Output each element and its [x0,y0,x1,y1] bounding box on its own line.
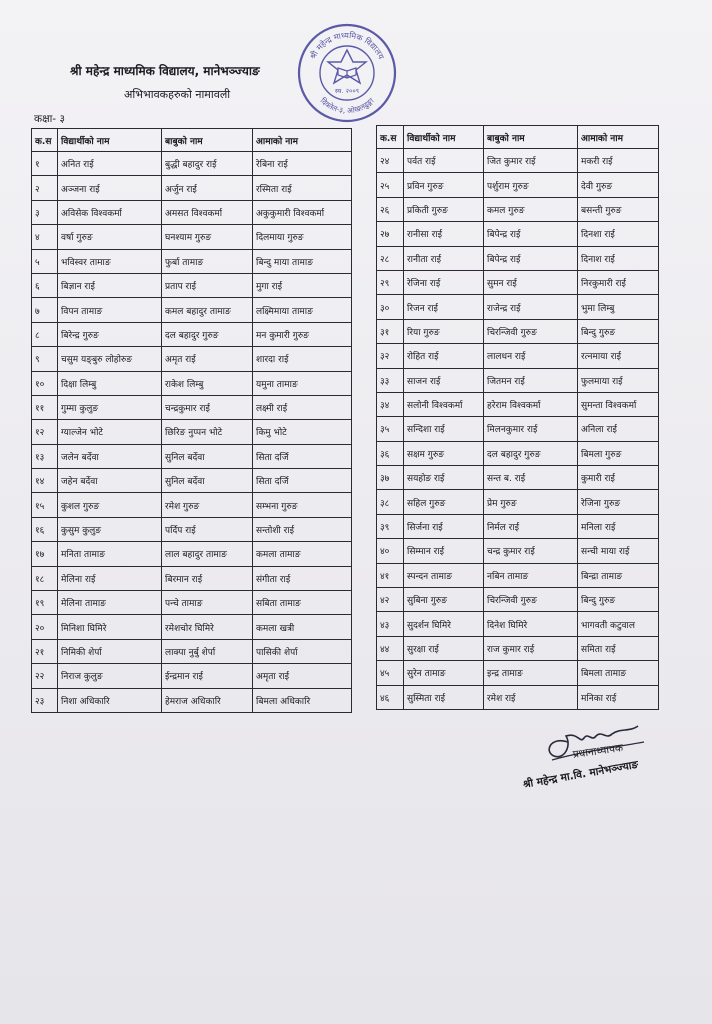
cell-father-name: अमृत राई [162,347,253,371]
table-row [32,322,352,346]
cell-student-name: रिया गुरुङ [404,319,484,343]
cell-student-name: चसुम यङ्बुरु लोहोरुङ [58,347,162,371]
cell-student-name: भविस्वर तामाङ [58,249,162,273]
cell-mother-name: शारदा राई [253,347,352,371]
cell-mother-name: यमुना तामाङ [253,371,352,395]
cell-mother-name: दिलमाया गुरुङ [253,225,352,249]
cell-mother-name: मनिका राई [578,685,659,709]
cell-father-name: दल बहादुर गुरुङ [162,322,253,346]
table-row [377,636,659,660]
table-row [377,368,659,392]
school-seal-stamp [296,22,398,124]
cell-mother-name: बिमला अधिकारि [253,688,352,712]
table-row [32,542,352,566]
cell-mother-name: दिनाश राई [578,246,659,270]
table-row [377,344,659,368]
table-row [377,319,659,343]
cell-student-name: मेलिना तामाङ [58,591,162,615]
cell-sn: १८ [32,566,58,590]
table-row [377,222,659,246]
cell-sn: ६ [32,273,58,297]
table-row [32,298,352,322]
class-label: कक्षा- ३ [34,113,65,125]
cell-sn: ४३ [377,612,404,636]
signature-school: श्री महेन्द्र मा.वि. मानेभञ्ज्याङ [522,758,640,791]
seal-text-bottom: दिक्तेल-३, ओखलढुङ्गा [318,96,376,116]
guardian-table-left [31,128,352,713]
table-row [32,444,352,468]
cell-sn: १० [32,371,58,395]
table-row [32,664,352,688]
table-row [377,149,659,173]
cell-father-name: ईन्द्रमान राई [162,664,253,688]
cell-student-name: सुरेन तामाङ [404,661,484,685]
cell-mother-name: सुमन्ता विश्वकर्मा [578,392,659,416]
cell-father-name: हेमराज अधिकारि [162,688,253,712]
table-row [377,490,659,514]
cell-mother-name: समिता राई [578,636,659,660]
cell-sn: ३० [377,295,404,319]
cell-father-name: राज कुमार राई [484,636,578,660]
cell-sn: ४० [377,539,404,563]
cell-sn: ३६ [377,441,404,465]
cell-sn: ३७ [377,466,404,490]
cell-student-name: सुस्मिता राई [404,685,484,709]
cell-sn: ३९ [377,514,404,538]
cell-sn: ४१ [377,563,404,587]
table-row [32,395,352,419]
cell-mother-name: सन्ची माया राई [578,539,659,563]
table-body-left [32,152,352,713]
cell-student-name: निमिकी शेर्पा [58,639,162,663]
cell-sn: २४ [377,149,404,173]
cell-student-name: निराज कुलुङ [58,664,162,688]
col-header-mother: आमाको नाम [578,126,659,149]
cell-father-name: छिरिङ नुप्पन भोटे [162,420,253,444]
cell-father-name: नबिन तामाङ [484,563,578,587]
cell-sn: १५ [32,493,58,517]
cell-student-name: सुबिना गुरुङ [404,588,484,612]
cell-father-name: पर्दिप राई [162,517,253,541]
cell-student-name: बिरेन्द्र गुरुङ [58,322,162,346]
cell-student-name: ग्याल्जेन भोटे [58,420,162,444]
table-row [32,688,352,712]
col-header-mother: आमाको नाम [253,129,352,152]
cell-sn: २८ [377,246,404,270]
cell-father-name: प्रताप राई [162,273,253,297]
table-row [377,588,659,612]
table-row [377,197,659,221]
table-row [377,270,659,294]
cell-mother-name: मन कुमारी गुरुङ [253,322,352,346]
table-row [377,441,659,465]
cell-mother-name: रत्नमाया राई [578,344,659,368]
cell-student-name: विपन तामाङ [58,298,162,322]
cell-father-name: रमेश राई [484,685,578,709]
table-row [32,152,352,176]
cell-sn: ७ [32,298,58,322]
cell-sn: ३३ [377,368,404,392]
cell-student-name: जहेन बर्देवा [58,469,162,493]
col-header-father: बाबुको नाम [484,126,578,149]
cell-mother-name: अनिला राई [578,417,659,441]
cell-mother-name: सबिता तामाङ [253,591,352,615]
cell-sn: ४५ [377,661,404,685]
cell-student-name: साजन राई [404,368,484,392]
cell-father-name: फुर्बा तामाङ [162,249,253,273]
cell-mother-name: कमला तामाङ [253,542,352,566]
cell-mother-name: बिमला गुरुङ [578,441,659,465]
cell-father-name: जितमन राई [484,368,578,392]
cell-father-name: मिलनकुमार राई [484,417,578,441]
cell-mother-name: रेबिना राई [253,152,352,176]
cell-sn: ३४ [377,392,404,416]
cell-father-name: अर्जुन राई [162,176,253,200]
cell-father-name: जित कुमार राई [484,149,578,173]
cell-student-name: मनिता तामाङ [58,542,162,566]
cell-mother-name: भुमा लिम्बु [578,295,659,319]
table-row [377,612,659,636]
table-row [377,563,659,587]
cell-mother-name: फुलमाया राई [578,368,659,392]
cell-father-name: पर्शुराम गुरुङ [484,173,578,197]
cell-sn: २ [32,176,58,200]
cell-mother-name: अमृता राई [253,664,352,688]
cell-father-name: सुमन राई [484,270,578,294]
cell-father-name: निर्मल राई [484,514,578,538]
col-header-student: विद्यार्थीको नाम [404,126,484,149]
cell-sn: २७ [377,222,404,246]
cell-sn: २६ [377,197,404,221]
cell-mother-name: सन्तोशी राई [253,517,352,541]
cell-father-name: प्रेम गुरुङ [484,490,578,514]
cell-mother-name: किमु भोटे [253,420,352,444]
cell-student-name: सहिल गुरुङ [404,490,484,514]
cell-student-name: कुशल गुरुङ [58,493,162,517]
cell-student-name: सलोनी विश्वकर्मा [404,392,484,416]
cell-mother-name: निरकुमारी राई [578,270,659,294]
cell-father-name: राजेन्द्र राई [484,295,578,319]
cell-mother-name: मनिला राई [578,514,659,538]
cell-student-name: मिनिशा घिमिरे [58,615,162,639]
cell-father-name: बुद्धी बहादुर राई [162,152,253,176]
cell-father-name: सुनिल बर्देवा [162,469,253,493]
cell-father-name: बिपेन्द्र राई [484,222,578,246]
table-row [377,661,659,685]
cell-father-name: कमल बहादुर तामाङ [162,298,253,322]
cell-student-name: रानीसा राई [404,222,484,246]
cell-student-name: निशा अधिकारि [58,688,162,712]
svg-text:दिक्तेल-३, ओखलढुङ्गा [319,95,377,115]
cell-sn: ३८ [377,490,404,514]
table-row [377,246,659,270]
col-header-father: बाबुको नाम [162,129,253,152]
cell-father-name: बिरमान राई [162,566,253,590]
cell-student-name: प्रविन गुरुङ [404,173,484,197]
cell-father-name: चिरन्जिवी गुरुङ [484,319,578,343]
cell-father-name: सन्त ब. राई [484,466,578,490]
cell-student-name: सिर्जना राई [404,514,484,538]
table-row [32,347,352,371]
table-row [32,200,352,224]
cell-student-name: बिज्ञान राई [58,273,162,297]
signature-title: प्रधानाध्यापक [572,741,624,761]
cell-mother-name: लक्ष्मिमाया तामाङ [253,298,352,322]
cell-student-name: स्पन्दन तामाङ [404,563,484,587]
cell-mother-name: कमला खत्री [253,615,352,639]
guardian-table-right [376,125,659,710]
cell-mother-name: मकरी राई [578,149,659,173]
cell-mother-name: रस्मिता राई [253,176,352,200]
cell-mother-name: भागवती कटुवाल [578,612,659,636]
cell-student-name: रिजन राई [404,295,484,319]
cell-sn: १२ [32,420,58,444]
table-row [32,371,352,395]
cell-mother-name: सम्भना गुरुङ [253,493,352,517]
cell-mother-name: कुमारी राई [578,466,659,490]
cell-student-name: जलेन बर्देवा [58,444,162,468]
table-row [377,539,659,563]
cell-sn: ११ [32,395,58,419]
school-title: श्री महेन्द्र माध्यमिक विद्यालय, मानेभञ्ज्याङ [70,64,260,78]
cell-mother-name: दिनशा राई [578,222,659,246]
cell-student-name: दिक्षा लिम्बु [58,371,162,395]
table-row [32,249,352,273]
cell-sn: ३१ [377,319,404,343]
document-subtitle: अभिभावकहरुको नामावली [124,88,231,101]
cell-father-name: सुनिल बर्देवा [162,444,253,468]
cell-father-name: कमल गुरुङ [484,197,578,221]
cell-father-name: लाक्पा नुर्बु शेर्पा [162,639,253,663]
table-row [377,466,659,490]
cell-mother-name: देवी गुरुङ [578,173,659,197]
cell-father-name: घनश्याम गुरुङ [162,225,253,249]
cell-student-name: रेजिना राई [404,270,484,294]
table-row [32,517,352,541]
cell-student-name: अविसेक विश्वकर्मा [58,200,162,224]
cell-student-name: सुदर्शन घिमिरे [404,612,484,636]
table-row [377,514,659,538]
seal-year: स्थ. २००९ [334,87,360,95]
cell-father-name: चिरन्जिवी गुरुङ [484,588,578,612]
table-row [32,615,352,639]
cell-sn: ८ [32,322,58,346]
table-row [377,173,659,197]
cell-father-name: दिनेश घिमिरे [484,612,578,636]
cell-sn: ९ [32,347,58,371]
table-row [32,591,352,615]
cell-father-name: बिपेन्द्र राई [484,246,578,270]
cell-student-name: अञ्जना राई [58,176,162,200]
cell-student-name: मेलिना राई [58,566,162,590]
cell-mother-name: लक्ष्मी राई [253,395,352,419]
cell-father-name: दल बहादुर गुरुङ [484,441,578,465]
cell-student-name: अनित राई [58,152,162,176]
cell-mother-name: बिन्दु माया तामाङ [253,249,352,273]
table-row [32,225,352,249]
cell-father-name: रमेशचोर घिमिरे [162,615,253,639]
cell-sn: २२ [32,664,58,688]
table-row [377,295,659,319]
cell-student-name: रानीता राई [404,246,484,270]
cell-student-name: कुसुम कुलुङ [58,517,162,541]
cell-mother-name: बिन्दु गुरुङ [578,588,659,612]
cell-sn: ४२ [377,588,404,612]
cell-sn: २० [32,615,58,639]
cell-sn: १३ [32,444,58,468]
cell-student-name: पर्वत राई [404,149,484,173]
cell-mother-name: सिता दर्जि [253,444,352,468]
cell-sn: १ [32,152,58,176]
cell-father-name: लालधन राई [484,344,578,368]
cell-father-name: चन्द्रकुमार राई [162,395,253,419]
cell-sn: १४ [32,469,58,493]
cell-mother-name: मुगा राई [253,273,352,297]
table-header-row [32,129,352,152]
cell-sn: ५ [32,249,58,273]
cell-father-name: अमसत विश्वकर्मा [162,200,253,224]
cell-mother-name: संगीता राई [253,566,352,590]
cell-sn: २३ [32,688,58,712]
table-row [377,392,659,416]
table-row [32,176,352,200]
cell-mother-name: सिता दर्जि [253,469,352,493]
cell-sn: ३२ [377,344,404,368]
cell-sn: ३ [32,200,58,224]
col-header-sn: क.स [377,126,404,149]
cell-student-name: सुरक्षा राई [404,636,484,660]
cell-sn: २५ [377,173,404,197]
cell-sn: ४ [32,225,58,249]
cell-student-name: सन्दिशा राई [404,417,484,441]
cell-mother-name: रेजिना गुरुङ [578,490,659,514]
cell-sn: ४४ [377,636,404,660]
seal-text-top: श्री महेन्द्र माध्यमिक विद्यालय [308,30,386,61]
cell-mother-name: बिमला तामाङ [578,661,659,685]
table-row [32,469,352,493]
col-header-student: विद्यार्थीको नाम [58,129,162,152]
table-header-row [377,126,659,149]
cell-father-name: राकेश लिम्बु [162,371,253,395]
table-row [32,493,352,517]
cell-mother-name: पासिकी शेर्पा [253,639,352,663]
cell-father-name: हरेराम विश्वकर्मा [484,392,578,416]
cell-mother-name: अकुकुमारी विश्वकर्मा [253,200,352,224]
table-row [32,639,352,663]
cell-student-name: सिम्मान राई [404,539,484,563]
cell-sn: १६ [32,517,58,541]
cell-student-name: सयहोङ राई [404,466,484,490]
cell-father-name: इन्द्र तामाङ [484,661,578,685]
cell-sn: १७ [32,542,58,566]
table-row [377,685,659,709]
table-row [32,566,352,590]
cell-mother-name: बसन्ती गुरुङ [578,197,659,221]
table-row [377,417,659,441]
cell-sn: ४६ [377,685,404,709]
cell-father-name: रमेश गुरुङ [162,493,253,517]
cell-student-name: सक्षम गुरुङ [404,441,484,465]
cell-sn: २१ [32,639,58,663]
cell-sn: २९ [377,270,404,294]
cell-mother-name: बिन्द्रा तामाङ [578,563,659,587]
cell-student-name: गुम्मा कुलुङ [58,395,162,419]
cell-student-name: प्रकिती गुरुङ [404,197,484,221]
cell-father-name: चन्द्र कुमार राई [484,539,578,563]
table-body-right [377,149,659,710]
table-row [32,420,352,444]
headmaster-signature [520,712,680,812]
cell-sn: १९ [32,591,58,615]
seal-book-icon [338,68,356,78]
cell-student-name: वर्षा गुरुङ [58,225,162,249]
cell-sn: ३५ [377,417,404,441]
cell-father-name: लाल बहादुर तामाङ [162,542,253,566]
cell-father-name: पन्चे तामाङ [162,591,253,615]
col-header-sn: क.स [32,129,58,152]
table-row [32,273,352,297]
cell-student-name: रोहित राई [404,344,484,368]
cell-mother-name: बिन्दु गुरुङ [578,319,659,343]
